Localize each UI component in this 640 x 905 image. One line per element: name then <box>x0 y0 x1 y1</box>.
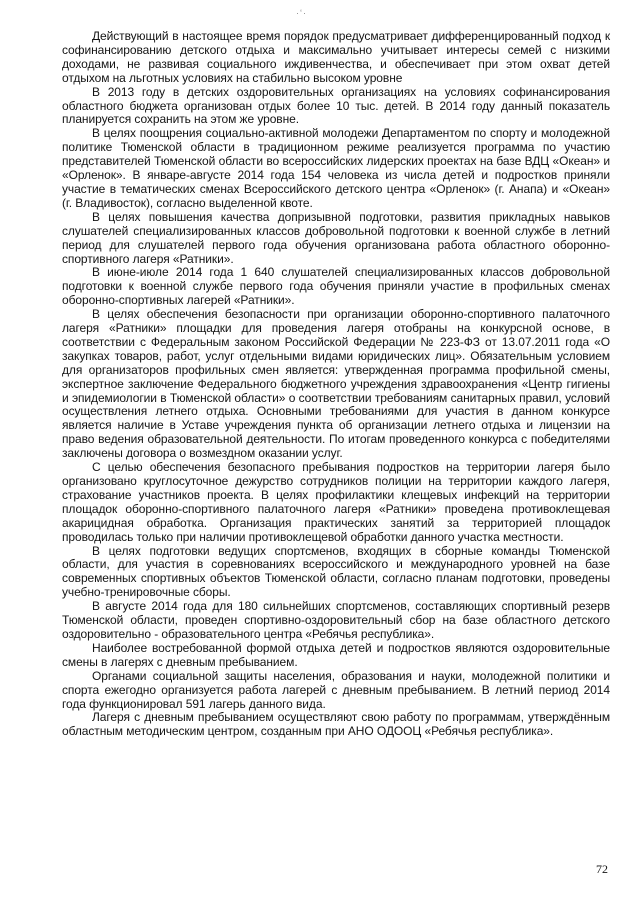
paragraph-8: В целях подготовки ведущих спортсменов, входящих в сборные команды Тюменской области, для участия в соревнованиях всероссийского и международного уровней на базе современных спортивных объектов Тюменской области, согласно планам подготовки, проведены учебно-тренировочные сборы. <box>62 543 610 600</box>
paragraph-4: В целях повышения качества допризывной подготовки, развития прикладных навыков слушателей специализированных классов добровольной подготовки к военной службе в летний период для слушателей первого года обучения организована работа областного оборонно-спортивного лагеря «Ратники». <box>62 209 610 266</box>
paragraph-10: Наиболее востребованной формой отдыха детей и подростков являются оздоровительные смены в лагерях с дневным пребыванием. <box>62 640 610 669</box>
paragraph-5: В июне-июле 2014 года 1 640 слушателей специализированных классов добровольной подготовки к военной службе первого года обучения приняли участие в профильных сменах оборонно-спортивных лагерей «Ратники». <box>62 265 610 308</box>
paragraph-3: В целях поощрения социально-активной молодежи Департаментом по спорту и молодежной политике Тюменской области в традиционном режиме реализуется программа по участию представителей Тюменской области во всероссийских лидерских проектах на базе ВДЦ «Океан» и «Орленок». В январе-августе 2014 года 154 человека из числа детей и подростков приняли участие в тематических сменах Всероссийского детского центра «Орленок» (г. Анапа) и «Океан» (г. Владивосток), согласно выделенной квоте. <box>62 126 610 210</box>
page-number: 72 <box>596 862 608 876</box>
paragraph-9: В августе 2014 года для 180 сильнейших спортсменов, составляющих спортивный резерв Тюменской области, проведен спортивно-оздоровительный сбор на базе областного детского оздоровительно - образовательного центра «Ребячья республика». <box>62 599 610 641</box>
scan-mark: ·ʻ· <box>296 8 307 18</box>
document-body <box>62 30 610 739</box>
paragraph-6: В целях обеспечения безопасности при организации оборонно-спортивного палаточного лагеря «Ратники» площадки для проведения лагеря отобраны на конкурсной основе, в соответствии с Федеральным законом Российской Федерации № 223-ФЗ от 13.07.2011 года «О закупках товаров, работ, услуг отдельными видами юридических лиц». Обязательным условием для организаторов профильных смен является: утвержденная программа профильной смены, экспертное заключение Федерального бюджетного учреждения здравоохранения «Центр гигиены и эпидемиологии в Тюменской области» о соответствии требованиям санитарных правил, условий осуществления летнего отдыха. Основными требованиями для участия в данном конкурсе является наличие в Уставе учреждения пункта об организации летнего отдыха и лицензии на право ведения образовательной деятельности. По итогам проведенного конкурса с победителями заключены договора о возмездном оказании услуг. <box>62 307 610 461</box>
paragraph-7: С целью обеспечения безопасного пребывания подростков на территории лагеря было организовано круглосуточное дежурство сотрудников полиции на территории каждого лагеря, страхование участников проекта. В целях профилактики клещевых инфекций на территории площадок оборонно-спортивного палаточного лагеря «Ратники» проведена противоклещевая акарицидная обработка. Организация практических занятий за территорией площадок проводилась только при наличии противоклещевой обработки данного участка местности. <box>62 460 610 544</box>
paragraph-1: Действующий в настоящее время порядок предусматривает дифференцированный подход к софинансированию детского отдыха и максимально учитывает интересы семей с низкими доходами, не развивая социального иждивенчества, и обеспечивает при этом охват детей отдыхом на льготных условиях на стабильно высоком уровне <box>62 29 610 85</box>
paragraph-2: В 2013 году в детских оздоровительных организациях на условиях софинансирования областного бюджета организован отдых более 10 тыс. детей. В 2014 году данный показатель планируется сохранить на этом же уровне. <box>62 84 610 127</box>
paragraph-11: Органами социальной защиты населения, образования и науки, молодежной политики и спорта ежегодно организуется работа лагерей с дневным пребыванием. В летний период 2014 года функционировал 591 лагерь данного вида. <box>62 668 610 711</box>
paragraph-12: Лагеря с дневным пребыванием осуществляют свою работу по программам, утверждённым областным методическим центром, созданным при АНО ОДООЦ «Ребячья республика». <box>62 710 610 739</box>
